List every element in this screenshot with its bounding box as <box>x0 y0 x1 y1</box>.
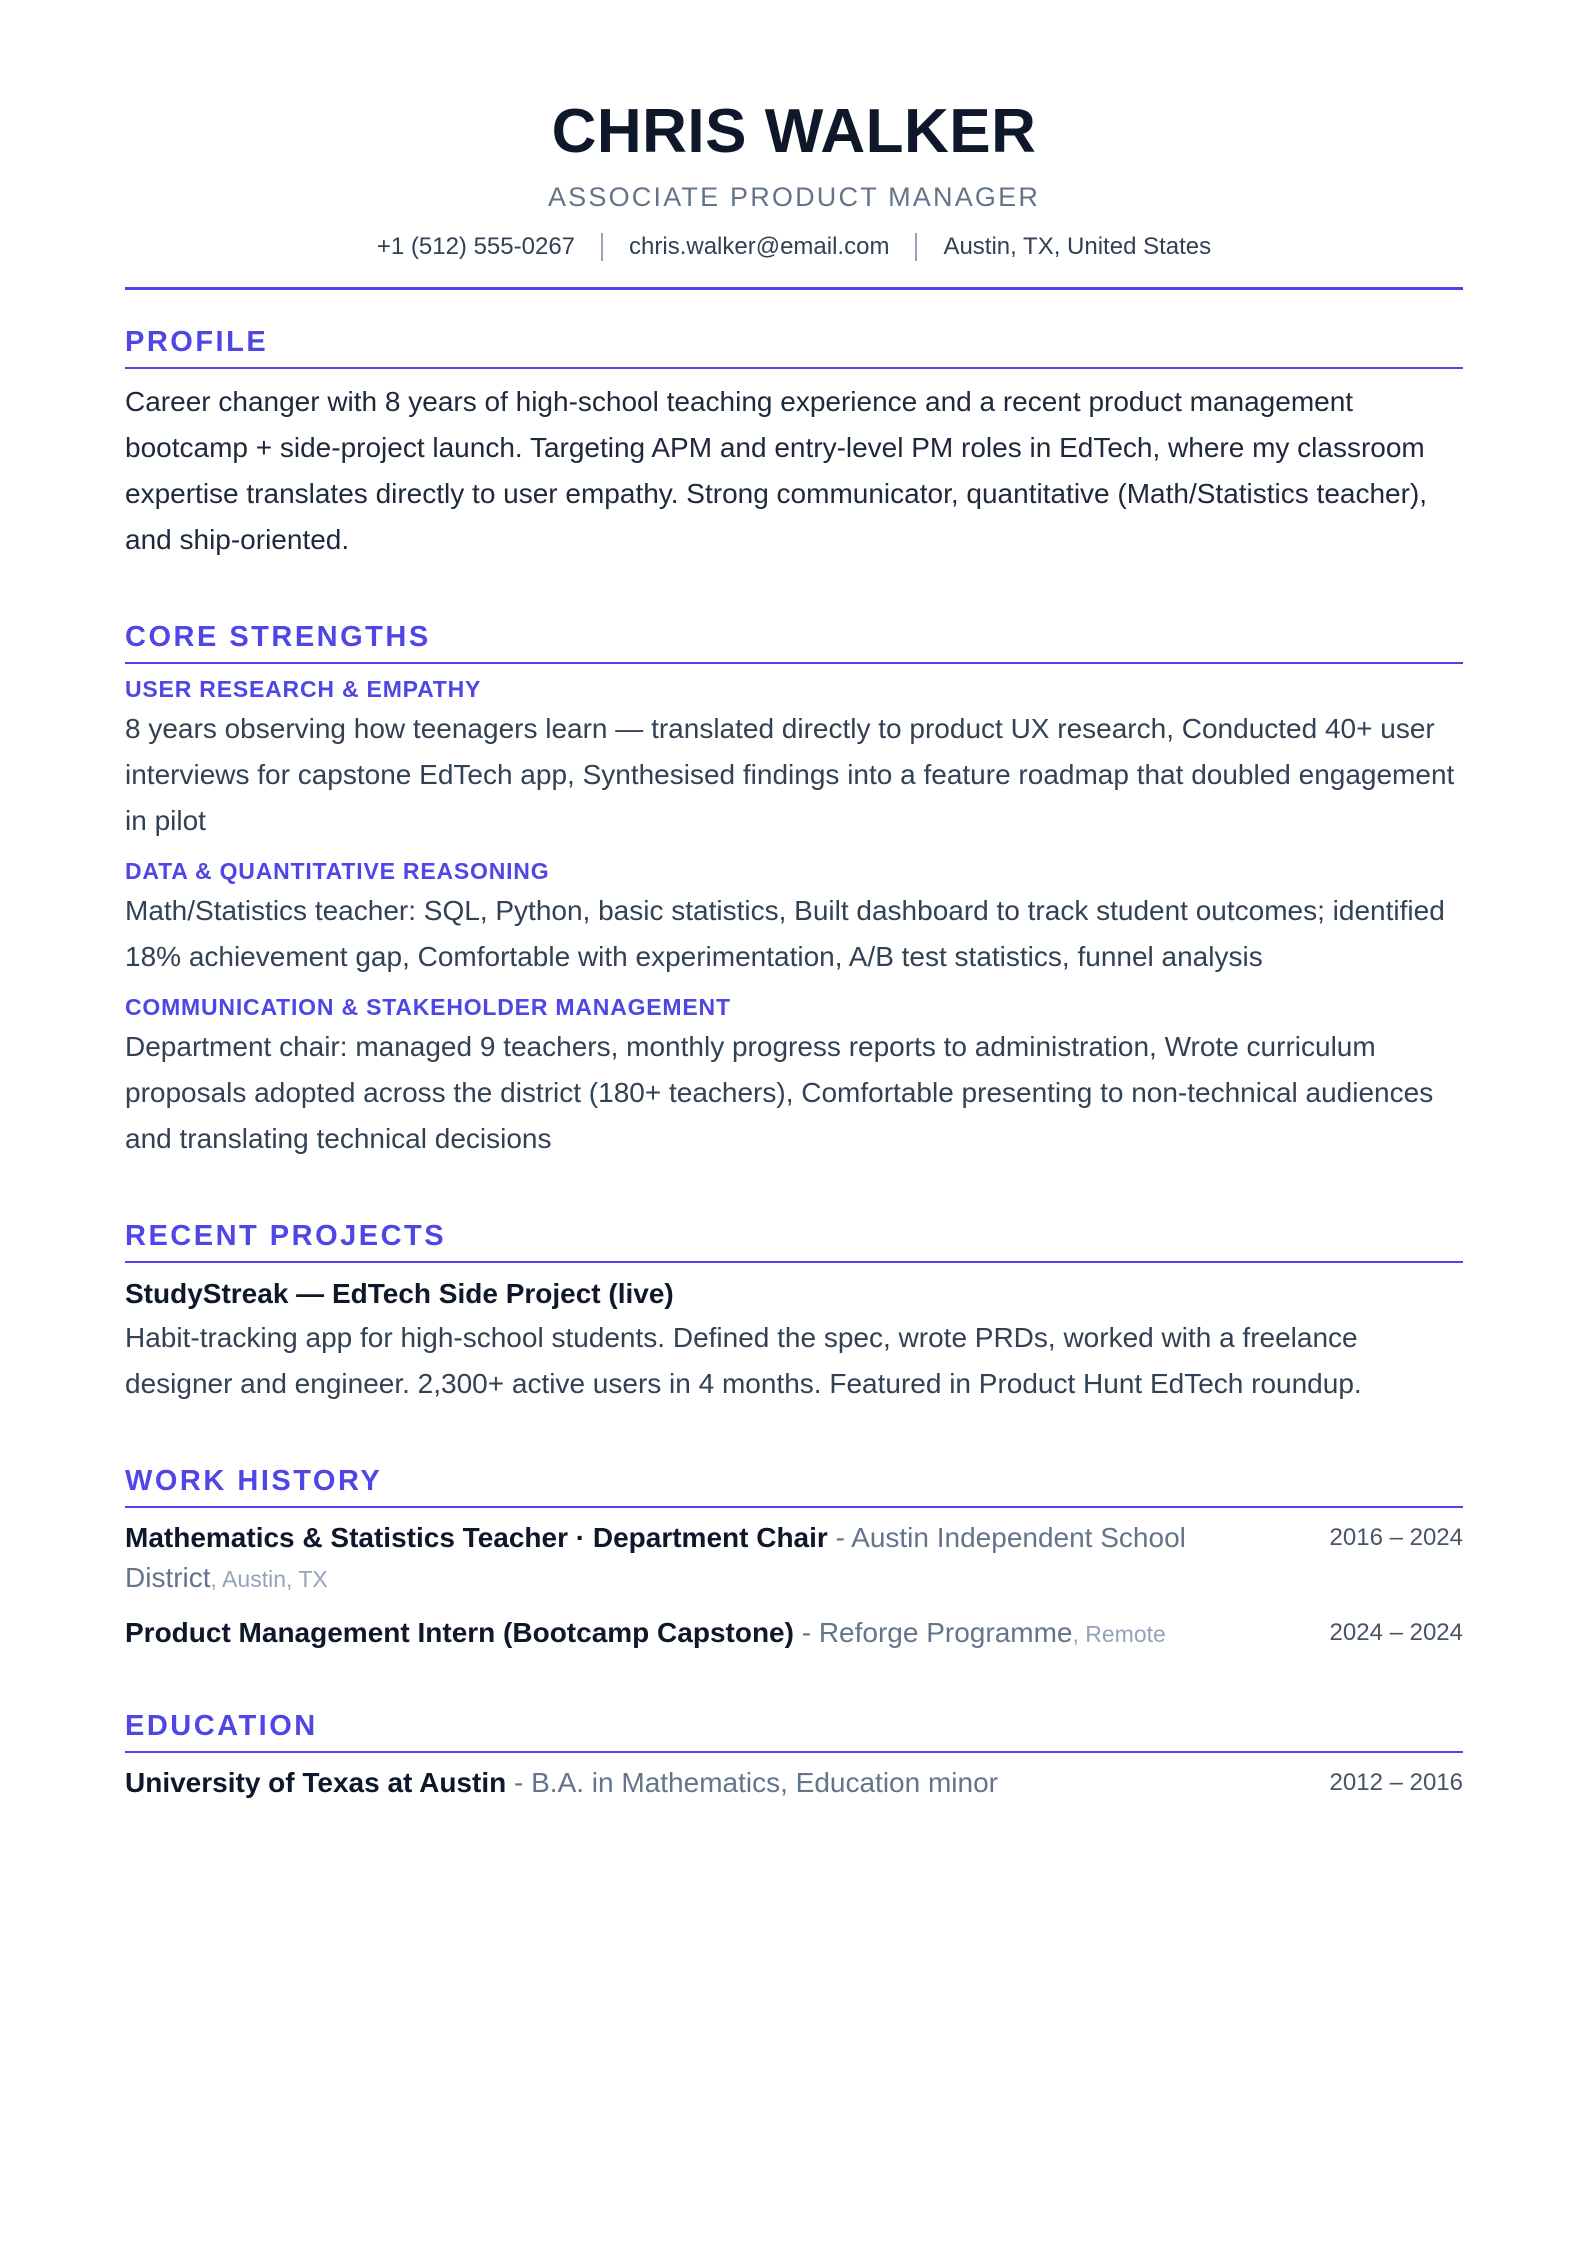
entry-separator: - <box>827 1522 852 1554</box>
job-location: , Austin, TX <box>210 1566 328 1593</box>
strength-text: Department chair: managed 9 teachers, monthly progress reports to administration, Wrote curriculum proposals adopted across the district (180+ teachers), Comfortable presenting to non-technical audiences and translating technical decisions <box>125 1031 1434 1155</box>
education-dates: 2012 – 2016 <box>1329 1769 1463 1797</box>
contact-divider <box>601 233 603 261</box>
resume-header <box>125 98 1463 290</box>
job-dates: 2016 – 2024 <box>1329 1524 1463 1552</box>
work-entry <box>125 1518 1463 1599</box>
project-title: StudyStreak — EdTech Side Project (live) <box>125 1278 674 1310</box>
strength-title: COMMUNICATION & STAKEHOLDER MANAGEMENT <box>125 994 731 1021</box>
section-heading: EDUCATION <box>125 1710 1463 1753</box>
section-heading: CORE STRENGTHS <box>125 621 1463 664</box>
school-name: University of Texas at Austin <box>125 1767 507 1799</box>
work-entry <box>125 1613 1463 1654</box>
contact-phone: +1 (512) 555-0267 <box>376 233 576 261</box>
section-heading: WORK HISTORY <box>125 1465 1463 1508</box>
strengths-section <box>125 621 1463 1162</box>
job-organization: Austin Independent School District <box>125 1522 1186 1594</box>
candidate-title: ASSOCIATE PRODUCT MANAGER <box>547 182 1041 213</box>
profile-text: Career changer with 8 years of high-school teaching experience and a recent product management bootcamp + side-project launch. Targeting APM and entry-level PM roles in EdTech, where my classroom expertise translates directly to user empathy. Strong communicator, quantitative (Math/Statistics teacher), and ship-oriented. <box>125 386 1428 556</box>
section-heading: PROFILE <box>125 326 1463 369</box>
job-role: Product Management Intern (Bootcamp Capstone) <box>125 1617 794 1649</box>
project-description: Habit-tracking app for high-school students. Defined the spec, wrote PRDs, worked with a freelance designer and engineer. 2,300+ active users in 4 months. Featured in Product Hunt EdTech roundup. <box>125 1322 1362 1400</box>
strength-text: Math/Statistics teacher: SQL, Python, basic statistics, Built dashboard to track student outcomes; identified 18% achievement gap, Comfortable with experimentation, A/B test statistics, funnel analysis <box>125 895 1445 973</box>
job-role: Mathematics & Statistics Teacher · Department Chair <box>125 1522 828 1554</box>
entry-separator: - <box>793 1617 819 1649</box>
section-heading: RECENT PROJECTS <box>125 1220 1463 1263</box>
job-dates: 2024 – 2024 <box>1329 1619 1463 1647</box>
job-organization: Reforge Programme <box>818 1617 1073 1649</box>
contact-email: chris.walker@email.com <box>629 233 890 261</box>
degree: B.A. in Mathematics, Education minor <box>531 1767 998 1799</box>
strength-title: DATA & QUANTITATIVE REASONING <box>125 858 550 885</box>
header-divider <box>125 287 1463 290</box>
strength-text: 8 years observing how teenagers learn — translated directly to product UX research, Conducted 40+ user interviews for capstone EdTech app, Synthesised findings into a feature roadmap that doubled engagement in pilot <box>125 713 1455 837</box>
education-section <box>125 1710 1463 1803</box>
projects-section <box>125 1220 1463 1407</box>
entry-separator: - <box>506 1767 532 1799</box>
contact-location: Austin, TX, United States <box>943 233 1212 261</box>
contact-divider <box>915 233 917 261</box>
work-section <box>125 1465 1463 1654</box>
candidate-name: CHRIS WALKER <box>551 97 1037 166</box>
contact-row <box>125 233 1463 261</box>
profile-section <box>125 326 1463 563</box>
strength-title: USER RESEARCH & EMPATHY <box>125 676 482 703</box>
education-entry <box>125 1763 1463 1803</box>
job-location: , Remote <box>1072 1621 1166 1648</box>
